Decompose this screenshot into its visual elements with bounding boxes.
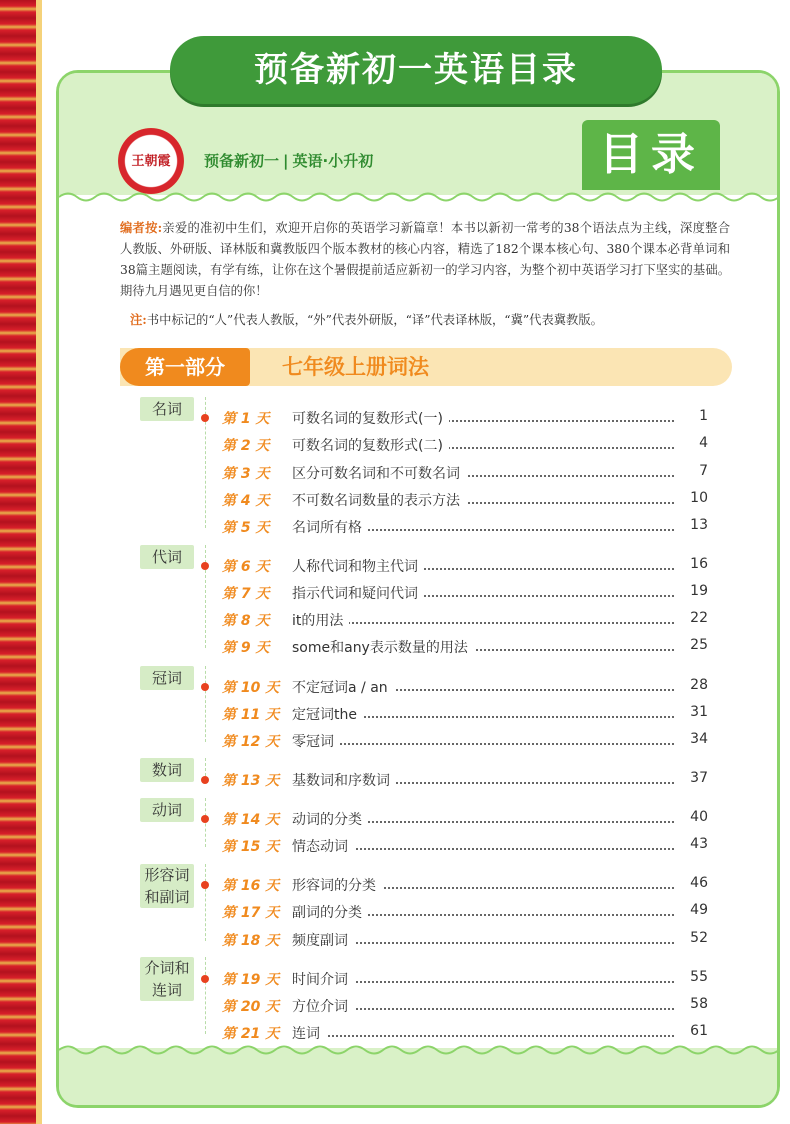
topic-title: 形容词的分类 xyxy=(292,875,382,895)
topic-title: 频度副词 xyxy=(292,930,354,950)
group-dot xyxy=(201,776,209,784)
toc-entry[interactable] xyxy=(222,583,708,603)
toc-entry[interactable] xyxy=(222,517,708,537)
dot-leader xyxy=(292,1035,674,1037)
page-number: 25 xyxy=(678,637,708,653)
page-number: 1 xyxy=(678,408,708,424)
page-number: 13 xyxy=(678,517,708,533)
page-number: 40 xyxy=(678,809,708,825)
toc-entry[interactable] xyxy=(222,836,708,856)
toc-entry[interactable] xyxy=(222,677,708,697)
bottom-wave-divider xyxy=(59,1043,777,1057)
group-guide-line xyxy=(205,545,206,648)
part-label: 第一部分 xyxy=(120,348,250,386)
day-label: 第 12 天 xyxy=(222,734,280,750)
day-label: 第 5 天 xyxy=(222,520,270,536)
topic-title: 人称代词和物主代词 xyxy=(292,556,424,576)
day-label: 第 21 天 xyxy=(222,1026,280,1042)
editor-note-body: 亲爱的准初中生们，欢迎开启你的英语学习新篇章！本书以新初一常考的38个语法点为主线，深度整合人教版、外研版、译林版和冀教版四个版本教材的核心内容，精选了182个课本核心句、380个课本必背单词和38篇主题阅读，有学有练，让你在这个暑假提前适应新初一的学习内容，为整个初中英语学习打下坚实的基础。期待九月遇见更自信的你！ xyxy=(120,221,730,298)
topic-title: 定冠词the xyxy=(292,704,363,724)
editor-note xyxy=(120,217,730,302)
group-dot xyxy=(201,414,209,422)
day-label: 第 6 天 xyxy=(222,559,270,575)
editor-note-lead: 编者按: xyxy=(120,220,163,235)
page-number: 61 xyxy=(678,1023,708,1039)
topic-title: it的用法 xyxy=(292,610,349,630)
toc-entry[interactable] xyxy=(222,930,708,950)
page-number: 49 xyxy=(678,902,708,918)
topic-title: 方位介词 xyxy=(292,996,354,1016)
topic-title: 指示代词和疑问代词 xyxy=(292,583,424,603)
page-number: 58 xyxy=(678,996,708,1012)
toc-entry[interactable] xyxy=(222,1023,708,1043)
page-number: 7 xyxy=(678,463,708,479)
day-label: 第 16 天 xyxy=(222,878,280,894)
group-guide-line xyxy=(205,864,206,941)
version-note xyxy=(130,310,603,328)
toc-entry[interactable] xyxy=(222,435,708,455)
day-label: 第 1 天 xyxy=(222,411,270,427)
day-label: 第 3 天 xyxy=(222,466,270,482)
version-note-lead: 注: xyxy=(130,312,147,327)
toc-entry[interactable] xyxy=(222,704,708,724)
group-tag: 名词 xyxy=(140,397,194,421)
page-number: 43 xyxy=(678,836,708,852)
page-number: 37 xyxy=(678,770,708,786)
group-guide-line xyxy=(205,957,206,1034)
page-number: 16 xyxy=(678,556,708,572)
day-label: 第 19 天 xyxy=(222,972,280,988)
page-number: 55 xyxy=(678,969,708,985)
group-dot xyxy=(201,815,209,823)
day-label: 第 11 天 xyxy=(222,707,280,723)
day-label: 第 20 天 xyxy=(222,999,280,1015)
topic-title: 名词所有格 xyxy=(292,517,368,537)
topic-title: some和any表示数量的用法 xyxy=(292,637,474,657)
group-dot xyxy=(201,683,209,691)
group-dot xyxy=(201,975,209,983)
toc-entry[interactable] xyxy=(222,875,708,895)
series-grade: 预备新初一 xyxy=(204,152,280,170)
day-label: 第 8 天 xyxy=(222,613,270,629)
topic-title: 不可数名词数量的表示方法 xyxy=(292,490,466,510)
top-wave-divider xyxy=(59,190,777,204)
day-label: 第 9 天 xyxy=(222,640,270,656)
topic-title: 基数词和序数词 xyxy=(292,770,396,790)
toc-entry[interactable] xyxy=(222,408,708,428)
group-dot xyxy=(201,881,209,889)
series-line xyxy=(204,150,373,171)
topic-title: 副词的分类 xyxy=(292,902,368,922)
group-tag: 数词 xyxy=(140,758,194,782)
group-tag: 冠词 xyxy=(140,666,194,690)
page-number: 46 xyxy=(678,875,708,891)
page-number: 52 xyxy=(678,930,708,946)
page-number: 19 xyxy=(678,583,708,599)
topic-title: 不定冠词a / an xyxy=(292,677,394,697)
page-number: 28 xyxy=(678,677,708,693)
day-label: 第 17 天 xyxy=(222,905,280,921)
topic-title: 区分可数名词和不可数名词 xyxy=(292,463,466,483)
toc-entry[interactable] xyxy=(222,610,708,630)
page-number: 10 xyxy=(678,490,708,506)
topic-title: 情态动词 xyxy=(292,836,354,856)
group-tag: 介词和连词 xyxy=(140,957,194,1001)
toc-entry[interactable] xyxy=(222,969,708,989)
day-label: 第 15 天 xyxy=(222,839,280,855)
topic-title: 时间介词 xyxy=(292,969,354,989)
toc-entry[interactable] xyxy=(222,556,708,576)
day-label: 第 18 天 xyxy=(222,933,280,949)
toc-entry[interactable] xyxy=(222,770,708,790)
day-label: 第 2 天 xyxy=(222,438,270,454)
contents-tab: 目录 xyxy=(582,120,720,190)
topic-title: 动词的分类 xyxy=(292,809,368,829)
page-number: 34 xyxy=(678,731,708,747)
day-label: 第 14 天 xyxy=(222,812,280,828)
group-guide-line xyxy=(205,666,206,742)
page-number: 31 xyxy=(678,704,708,720)
logo-text: 王朝霞 xyxy=(131,154,171,169)
day-label: 第 13 天 xyxy=(222,773,280,789)
group-tag: 动词 xyxy=(140,798,194,822)
version-note-body: 书中标记的“人”代表人教版，“外”代表外研版，“译”代表译林版，“冀”代表冀教版。 xyxy=(146,313,603,327)
toc-entry[interactable] xyxy=(222,463,708,483)
series-subject: 英语·小升初 xyxy=(292,152,374,170)
page-title: 预备新初一英语目录 xyxy=(170,36,662,104)
toc-entry[interactable] xyxy=(222,809,708,829)
page-number: 22 xyxy=(678,610,708,626)
group-tag: 代词 xyxy=(140,545,194,569)
part-title: 七年级上册词法 xyxy=(282,355,429,379)
toc-entry[interactable] xyxy=(222,996,708,1016)
page-number: 4 xyxy=(678,435,708,451)
day-label: 第 10 天 xyxy=(222,680,280,696)
topic-title: 连词 xyxy=(292,1023,326,1043)
group-dot xyxy=(201,562,209,570)
topic-title: 可数名词的复数形式(一) xyxy=(292,408,449,428)
series-separator: | xyxy=(283,152,289,170)
dot-leader xyxy=(292,743,674,745)
topic-title: 零冠词 xyxy=(292,731,340,751)
decorative-ribbon xyxy=(0,0,38,1124)
toc-entry[interactable] xyxy=(222,490,708,510)
ribbon-edge xyxy=(36,0,42,1124)
brand-logo xyxy=(118,128,184,194)
day-label: 第 4 天 xyxy=(222,493,270,509)
toc-entry[interactable] xyxy=(222,902,708,922)
topic-title: 可数名词的复数形式(二) xyxy=(292,435,449,455)
toc-entry[interactable] xyxy=(222,731,708,751)
toc-entry[interactable] xyxy=(222,637,708,657)
group-tag: 形容词和副词 xyxy=(140,864,194,908)
day-label: 第 7 天 xyxy=(222,586,270,602)
